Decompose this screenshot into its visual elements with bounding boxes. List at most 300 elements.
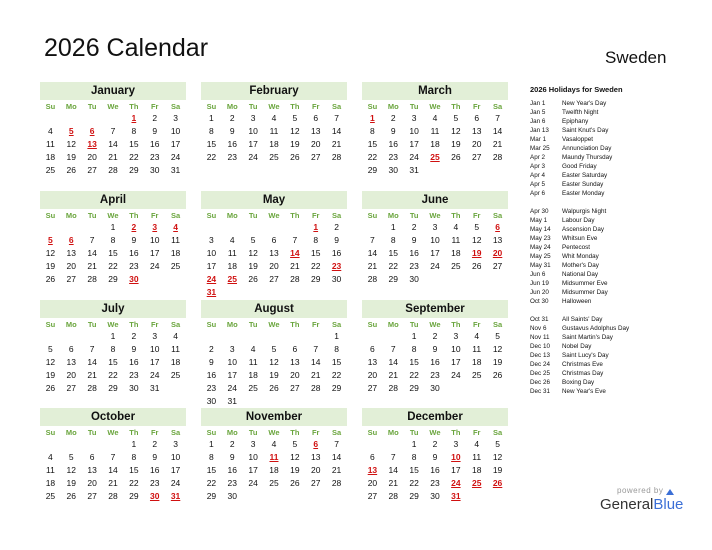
day: 16 bbox=[149, 139, 160, 149]
weekday-label: Fr bbox=[150, 428, 159, 437]
weekday-label: Su bbox=[367, 102, 378, 111]
weekday-label: Sa bbox=[492, 428, 503, 437]
day: 21 bbox=[492, 139, 503, 149]
day: 28 bbox=[87, 274, 97, 284]
weekday-label: Fr bbox=[472, 428, 481, 437]
empty-day bbox=[264, 221, 285, 234]
day: 20 bbox=[310, 465, 321, 475]
day: 21 bbox=[388, 478, 398, 488]
holiday-date: May 24 bbox=[530, 244, 551, 251]
month-title: October bbox=[40, 408, 186, 426]
day: 26 bbox=[66, 491, 76, 501]
day: 9 bbox=[209, 357, 214, 367]
day: 21 bbox=[290, 261, 300, 271]
day: 14 bbox=[367, 248, 378, 258]
day: 27 bbox=[66, 274, 76, 284]
day: 22 bbox=[331, 370, 342, 380]
day: 5 bbox=[474, 222, 480, 232]
day: 11 bbox=[171, 344, 180, 354]
weekday-label: Su bbox=[45, 211, 56, 220]
weekday-label: Mo bbox=[65, 320, 77, 329]
holiday-day: 1 bbox=[370, 113, 375, 123]
day: 6 bbox=[68, 344, 74, 354]
weekday-label: Tu bbox=[87, 428, 97, 437]
month-december bbox=[362, 408, 508, 503]
weekday-label: Su bbox=[206, 428, 217, 437]
holiday-name: Saint Knut's Day bbox=[562, 127, 609, 134]
day: 14 bbox=[108, 139, 118, 149]
day: 18 bbox=[170, 248, 181, 258]
holiday-day: 24 bbox=[451, 478, 461, 488]
holiday-name: Ascension Day bbox=[562, 226, 604, 233]
holiday-row bbox=[530, 162, 705, 171]
day: 19 bbox=[45, 370, 56, 380]
day: 14 bbox=[310, 357, 321, 367]
weekday-label: We bbox=[429, 428, 441, 437]
weekday-label: Mo bbox=[226, 428, 238, 437]
day: 5 bbox=[68, 452, 74, 462]
holiday-row bbox=[530, 207, 705, 216]
empty-day bbox=[61, 112, 82, 125]
day: 12 bbox=[492, 452, 503, 462]
day: 6 bbox=[271, 235, 277, 245]
holiday-row bbox=[530, 333, 705, 342]
day: 10 bbox=[170, 126, 181, 136]
day: 2 bbox=[432, 331, 438, 341]
day: 12 bbox=[451, 126, 461, 136]
holiday-spacer bbox=[530, 198, 705, 207]
day: 19 bbox=[248, 261, 258, 271]
day: 26 bbox=[269, 383, 279, 393]
holiday-date: Dec 10 bbox=[530, 343, 550, 350]
day: 26 bbox=[45, 383, 56, 393]
day: 30 bbox=[409, 274, 419, 284]
holiday-row bbox=[530, 135, 705, 144]
day: 10 bbox=[451, 344, 461, 354]
empty-day bbox=[40, 112, 61, 125]
day: 4 bbox=[474, 331, 480, 341]
day: 17 bbox=[451, 357, 461, 367]
holiday-date: May 1 bbox=[530, 217, 548, 224]
holiday-name: Nobel Day bbox=[562, 343, 592, 350]
empty-day bbox=[284, 221, 305, 234]
weekday-label: We bbox=[107, 211, 119, 220]
day: 1 bbox=[110, 331, 116, 341]
day: 28 bbox=[87, 383, 97, 393]
weekday-label: We bbox=[268, 428, 280, 437]
holiday-date: Jun 20 bbox=[530, 289, 549, 296]
day: 1 bbox=[110, 222, 116, 232]
month-title: July bbox=[40, 300, 186, 318]
day: 17 bbox=[206, 261, 217, 271]
weekday-label: Fr bbox=[311, 211, 320, 220]
day: 28 bbox=[331, 478, 342, 488]
day: 13 bbox=[290, 357, 300, 367]
day: 15 bbox=[129, 465, 139, 475]
month-october bbox=[40, 408, 186, 503]
day: 8 bbox=[411, 344, 417, 354]
day: 15 bbox=[129, 139, 139, 149]
day: 11 bbox=[248, 357, 258, 367]
holiday-date: Apr 4 bbox=[530, 172, 546, 179]
day: 3 bbox=[453, 439, 459, 449]
day: 12 bbox=[492, 344, 503, 354]
day: 1 bbox=[209, 113, 214, 123]
day: 7 bbox=[334, 113, 339, 123]
month-august bbox=[201, 300, 347, 408]
day: 13 bbox=[310, 126, 321, 136]
day: 19 bbox=[45, 261, 56, 271]
month-title: May bbox=[201, 191, 347, 209]
day: 13 bbox=[471, 126, 482, 136]
day: 17 bbox=[227, 370, 237, 380]
day: 19 bbox=[492, 465, 503, 475]
holiday-row bbox=[530, 279, 705, 288]
day: 6 bbox=[89, 452, 95, 462]
day: 22 bbox=[409, 478, 419, 488]
holiday-date: May 25 bbox=[530, 253, 551, 260]
day: 21 bbox=[108, 478, 118, 488]
day: 24 bbox=[248, 152, 258, 162]
weekday-label: Sa bbox=[170, 102, 181, 111]
day: 29 bbox=[409, 383, 419, 393]
day: 27 bbox=[87, 491, 97, 501]
day: 4 bbox=[474, 439, 480, 449]
day: 20 bbox=[367, 370, 378, 380]
holiday-row bbox=[530, 99, 705, 108]
day: 4 bbox=[453, 222, 459, 232]
holiday-name: New Year's Eve bbox=[562, 388, 606, 395]
day: 3 bbox=[250, 439, 256, 449]
holiday-date: May 23 bbox=[530, 235, 551, 242]
month-january bbox=[40, 82, 186, 177]
empty-day bbox=[243, 221, 264, 234]
day: 6 bbox=[474, 113, 480, 123]
month-days bbox=[201, 426, 347, 503]
day: 1 bbox=[131, 439, 137, 449]
day: 11 bbox=[46, 139, 55, 149]
day: 17 bbox=[248, 465, 258, 475]
day: 21 bbox=[367, 261, 378, 271]
day: 16 bbox=[206, 370, 217, 380]
day: 29 bbox=[206, 491, 217, 501]
weekday-label: Fr bbox=[150, 102, 159, 111]
day: 26 bbox=[471, 261, 482, 271]
holiday-name: Boxing Day bbox=[562, 379, 595, 386]
day: 27 bbox=[66, 383, 76, 393]
day: 4 bbox=[271, 113, 277, 123]
day: 18 bbox=[45, 478, 56, 488]
empty-day bbox=[61, 438, 82, 451]
day: 5 bbox=[292, 113, 298, 123]
day: 26 bbox=[290, 152, 300, 162]
weekday-label: Su bbox=[45, 320, 56, 329]
holiday-name: Saint Martin's Day bbox=[562, 334, 613, 341]
day: 23 bbox=[149, 478, 160, 488]
day: 30 bbox=[129, 383, 139, 393]
day: 8 bbox=[131, 126, 137, 136]
month-days bbox=[201, 318, 347, 408]
day: 11 bbox=[451, 235, 461, 245]
day: 23 bbox=[388, 152, 398, 162]
day: 2 bbox=[229, 439, 235, 449]
holiday-date: Dec 13 bbox=[530, 352, 550, 359]
day: 2 bbox=[229, 113, 235, 123]
holiday-row bbox=[530, 144, 705, 153]
day: 30 bbox=[149, 165, 160, 175]
day: 27 bbox=[269, 274, 279, 284]
day: 29 bbox=[310, 274, 321, 284]
day: 8 bbox=[209, 126, 214, 136]
day: 14 bbox=[87, 357, 97, 367]
day: 16 bbox=[227, 139, 237, 149]
day: 1 bbox=[411, 439, 417, 449]
day: 4 bbox=[271, 439, 277, 449]
day: 20 bbox=[471, 139, 482, 149]
weekday-label: Th bbox=[290, 428, 300, 437]
day: 16 bbox=[409, 248, 419, 258]
weekday-label: Tu bbox=[248, 320, 258, 329]
day: 17 bbox=[430, 248, 440, 258]
day: 16 bbox=[430, 465, 440, 475]
day: 26 bbox=[290, 478, 300, 488]
day: 28 bbox=[290, 274, 300, 284]
day: 22 bbox=[129, 478, 139, 488]
day: 6 bbox=[370, 452, 375, 462]
holiday-day: 20 bbox=[492, 248, 503, 258]
weekday-label: Sa bbox=[170, 428, 181, 437]
holiday-name: Christmas Eve bbox=[562, 361, 603, 368]
day: 19 bbox=[66, 152, 76, 162]
month-may bbox=[201, 191, 347, 299]
weekday-label: Mo bbox=[387, 428, 399, 437]
holiday-name: New Year's Day bbox=[562, 100, 607, 107]
day: 4 bbox=[48, 126, 53, 136]
day: 18 bbox=[170, 357, 181, 367]
weekday-label: Su bbox=[206, 320, 217, 329]
holiday-date: May 14 bbox=[530, 226, 551, 233]
weekday-label: Th bbox=[290, 211, 300, 220]
empty-day bbox=[362, 438, 383, 451]
day: 22 bbox=[129, 152, 139, 162]
day: 2 bbox=[209, 344, 214, 354]
day: 28 bbox=[310, 383, 321, 393]
day: 5 bbox=[271, 344, 277, 354]
day: 19 bbox=[492, 357, 503, 367]
day: 4 bbox=[173, 331, 178, 341]
holiday-row bbox=[530, 252, 705, 261]
day: 29 bbox=[108, 274, 118, 284]
day: 8 bbox=[209, 452, 214, 462]
holiday-row bbox=[530, 243, 705, 252]
day: 14 bbox=[492, 126, 503, 136]
holiday-day: 5 bbox=[68, 126, 74, 136]
day: 31 bbox=[409, 165, 419, 175]
powered-by-text: powered by bbox=[617, 486, 664, 495]
month-days bbox=[40, 100, 186, 177]
holiday-day: 31 bbox=[206, 287, 217, 297]
day: 13 bbox=[310, 452, 321, 462]
holiday-row bbox=[530, 270, 705, 279]
holiday-name: All Saints' Day bbox=[562, 316, 603, 323]
holiday-day: 26 bbox=[492, 478, 503, 488]
holiday-day: 10 bbox=[451, 452, 461, 462]
holiday-day: 6 bbox=[89, 126, 95, 136]
holiday-row bbox=[530, 324, 705, 333]
day: 7 bbox=[110, 126, 116, 136]
holiday-day: 3 bbox=[152, 222, 158, 232]
holiday-name: Easter Saturday bbox=[562, 172, 608, 179]
empty-day bbox=[222, 330, 243, 343]
day: 9 bbox=[334, 235, 339, 245]
holiday-date: Oct 31 bbox=[530, 316, 549, 323]
day: 22 bbox=[108, 261, 118, 271]
weekday-label: Tu bbox=[248, 211, 258, 220]
day: 19 bbox=[269, 370, 279, 380]
day: 25 bbox=[170, 370, 181, 380]
day: 4 bbox=[229, 235, 235, 245]
holiday-name: Whitsun Eve bbox=[562, 235, 598, 242]
day: 25 bbox=[269, 152, 279, 162]
weekday-label: Tu bbox=[248, 102, 258, 111]
day: 12 bbox=[248, 248, 258, 258]
month-title: September bbox=[362, 300, 508, 318]
holiday-name: Easter Sunday bbox=[562, 181, 604, 188]
day: 9 bbox=[152, 126, 158, 136]
day: 18 bbox=[227, 261, 237, 271]
day: 29 bbox=[367, 165, 378, 175]
day: 15 bbox=[331, 357, 342, 367]
holiday-day: 11 bbox=[269, 452, 279, 462]
day: 14 bbox=[388, 357, 398, 367]
month-title: June bbox=[362, 191, 508, 209]
month-title: November bbox=[201, 408, 347, 426]
day: 24 bbox=[248, 478, 258, 488]
day: 21 bbox=[388, 370, 398, 380]
weekday-label: We bbox=[268, 320, 280, 329]
day: 27 bbox=[492, 261, 503, 271]
holiday-name: Halloween bbox=[562, 298, 592, 305]
holiday-name: Christmas Day bbox=[562, 370, 604, 377]
holiday-name: Gustavus Adolphus Day bbox=[562, 325, 630, 332]
day: 15 bbox=[409, 465, 419, 475]
day: 22 bbox=[310, 261, 321, 271]
holiday-date: Apr 3 bbox=[530, 163, 546, 170]
month-days bbox=[201, 209, 347, 299]
weekday-label: Mo bbox=[387, 211, 399, 220]
weekday-label: We bbox=[268, 102, 280, 111]
day: 20 bbox=[310, 139, 321, 149]
day: 8 bbox=[110, 344, 116, 354]
day: 1 bbox=[209, 439, 214, 449]
day: 16 bbox=[388, 139, 398, 149]
day: 10 bbox=[149, 235, 160, 245]
day: 3 bbox=[173, 439, 178, 449]
weekday-label: Sa bbox=[331, 211, 342, 220]
day: 29 bbox=[129, 165, 139, 175]
weekday-label: Mo bbox=[387, 320, 399, 329]
holiday-name: Annunciation Day bbox=[562, 145, 612, 152]
empty-day bbox=[383, 330, 404, 343]
holiday-day: 1 bbox=[313, 222, 319, 232]
day: 23 bbox=[149, 152, 160, 162]
weekday-label: Fr bbox=[311, 428, 320, 437]
day: 23 bbox=[409, 261, 419, 271]
day: 3 bbox=[152, 331, 158, 341]
day: 12 bbox=[45, 357, 56, 367]
day: 29 bbox=[108, 383, 118, 393]
day: 18 bbox=[451, 248, 461, 258]
holiday-day: 14 bbox=[290, 248, 300, 258]
day: 23 bbox=[129, 261, 139, 271]
day: 7 bbox=[292, 235, 298, 245]
day: 2 bbox=[152, 113, 158, 123]
day: 27 bbox=[367, 383, 378, 393]
day: 7 bbox=[110, 452, 116, 462]
holiday-spacer bbox=[530, 306, 705, 315]
holiday-date: Dec 25 bbox=[530, 370, 550, 377]
day: 31 bbox=[227, 396, 237, 406]
holiday-day: 13 bbox=[87, 139, 97, 149]
day: 27 bbox=[310, 152, 321, 162]
holiday-row bbox=[530, 369, 705, 378]
holiday-name: Whit Monday bbox=[562, 253, 599, 260]
month-june bbox=[362, 191, 508, 286]
day: 14 bbox=[331, 126, 342, 136]
holiday-name: Mother's Day bbox=[562, 262, 599, 269]
day: 30 bbox=[206, 396, 217, 406]
month-november bbox=[201, 408, 347, 503]
day: 8 bbox=[370, 126, 375, 136]
weekday-label: Su bbox=[206, 102, 217, 111]
day: 29 bbox=[409, 491, 419, 501]
day: 27 bbox=[310, 478, 321, 488]
day: 2 bbox=[390, 113, 396, 123]
holiday-name: Epiphany bbox=[562, 118, 589, 125]
day: 10 bbox=[248, 126, 258, 136]
month-days bbox=[40, 209, 186, 286]
day: 17 bbox=[149, 248, 160, 258]
day: 11 bbox=[171, 235, 180, 245]
day: 9 bbox=[229, 452, 235, 462]
holiday-name: Vasaloppet bbox=[562, 136, 594, 143]
holiday-day: 25 bbox=[471, 478, 482, 488]
day: 22 bbox=[388, 261, 398, 271]
month-september bbox=[362, 300, 508, 395]
day: 18 bbox=[430, 139, 440, 149]
holiday-day: 4 bbox=[173, 222, 178, 232]
holiday-row bbox=[530, 108, 705, 117]
day: 10 bbox=[409, 126, 419, 136]
holiday-date: Oct 30 bbox=[530, 298, 549, 305]
weekday-label: We bbox=[268, 211, 280, 220]
holiday-name: Midsummer Day bbox=[562, 289, 608, 296]
weekday-label: Tu bbox=[87, 320, 97, 329]
weekday-label: Mo bbox=[387, 102, 399, 111]
day: 9 bbox=[390, 126, 396, 136]
weekday-label: We bbox=[107, 320, 119, 329]
empty-day bbox=[82, 221, 103, 234]
day: 24 bbox=[149, 370, 160, 380]
day: 14 bbox=[108, 465, 118, 475]
day: 7 bbox=[89, 344, 95, 354]
day: 16 bbox=[129, 248, 139, 258]
day: 25 bbox=[471, 370, 482, 380]
month-days bbox=[362, 100, 508, 177]
weekday-label: Mo bbox=[226, 102, 238, 111]
holiday-name: Walpurgis Night bbox=[562, 208, 607, 215]
holiday-name: National Day bbox=[562, 271, 599, 278]
